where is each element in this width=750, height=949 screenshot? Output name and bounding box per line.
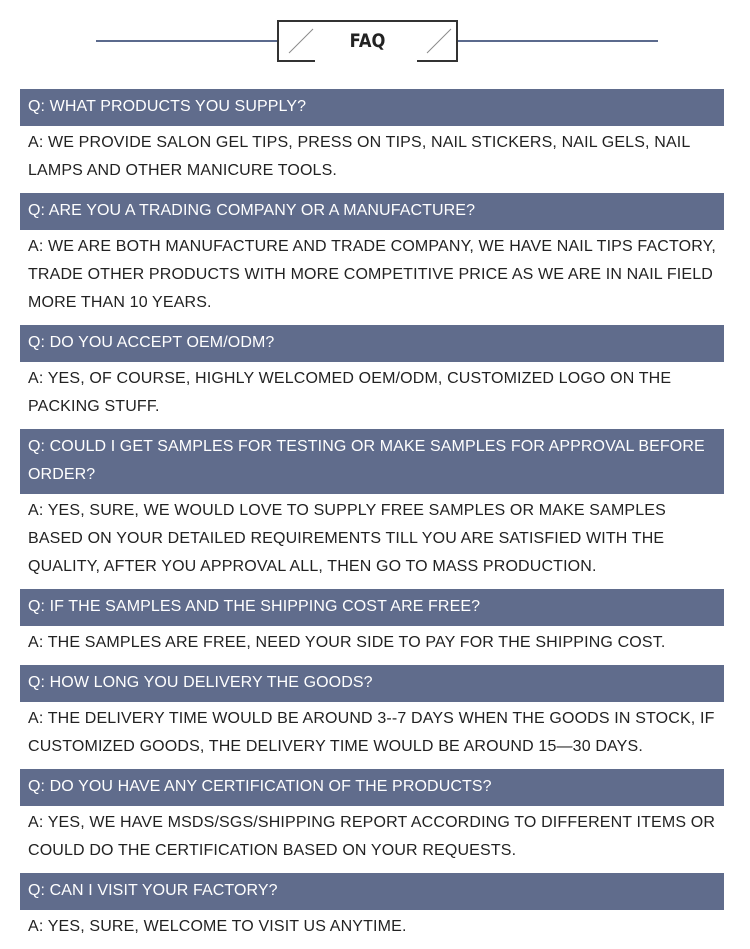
faq-answer: A: THE SAMPLES ARE FREE, NEED YOUR SIDE TO PAY FOR THE SHIPPING COST. <box>28 634 666 651</box>
faq-question: Q: ARE YOU A TRADING COMPANY OR A MANUFACTURE? <box>20 193 724 230</box>
faq-item <box>20 429 724 589</box>
faq-item <box>20 665 724 769</box>
page-title: FAQ <box>349 30 386 52</box>
faq-question: Q: DO YOU ACCEPT OEM/ODM? <box>20 325 724 362</box>
faq-list <box>20 89 724 949</box>
header-line-left <box>96 40 278 42</box>
faq-question: Q: COULD I GET SAMPLES FOR TESTING OR MAKE SAMPLES FOR APPROVAL BEFORE ORDER? <box>20 429 724 494</box>
faq-answer: A: WE ARE BOTH MANUFACTURE AND TRADE COMPANY, WE HAVE NAIL TIPS FACTORY, TRADE OTHER PRODUCTS WITH MORE COMPETITIVE PRICE AS WE ARE IN NAIL FIELD MORE THAN 10 YEARS. <box>28 238 716 311</box>
faq-item <box>20 89 724 193</box>
faq-question: Q: CAN I VISIT YOUR FACTORY? <box>20 873 724 910</box>
faq-question: Q: WHAT PRODUCTS YOU SUPPLY? <box>20 89 724 126</box>
header-line-right <box>458 40 658 42</box>
faq-question: Q: HOW LONG YOU DELIVERY THE GOODS? <box>20 665 724 702</box>
faq-answer: A: YES, SURE, WELCOME TO VISIT US ANYTIME. <box>28 918 407 935</box>
faq-item <box>20 193 724 325</box>
faq-question: Q: IF THE SAMPLES AND THE SHIPPING COST ARE FREE? <box>20 589 724 626</box>
faq-item <box>20 769 724 873</box>
faq-answer: A: YES, OF COURSE, HIGHLY WELCOMED OEM/ODM, CUSTOMIZED LOGO ON THE PACKING STUFF. <box>28 370 672 415</box>
faq-item <box>20 873 724 949</box>
faq-item <box>20 325 724 429</box>
faq-answer: A: WE PROVIDE SALON GEL TIPS, PRESS ON TIPS, NAIL STICKERS, NAIL GELS, NAIL LAMPS AND OTHER MANICURE TOOLS. <box>28 134 690 179</box>
faq-question: Q: DO YOU HAVE ANY CERTIFICATION OF THE PRODUCTS? <box>20 769 724 806</box>
faq-answer: A: THE DELIVERY TIME WOULD BE AROUND 3--7 DAYS WHEN THE GOODS IN STOCK, IF CUSTOMIZED GOODS, THE DELIVERY TIME WOULD BE AROUND 15—30 DAYS. <box>28 710 715 755</box>
faq-answer: A: YES, WE HAVE MSDS/SGS/SHIPPING REPORT ACCORDING TO DIFFERENT ITEMS OR COULD DO THE CERTIFICATION BASED ON YOUR REQUESTS. <box>28 814 716 859</box>
faq-title-frame <box>277 20 458 62</box>
faq-answer: A: YES, SURE, WE WOULD LOVE TO SUPPLY FREE SAMPLES OR MAKE SAMPLES BASED ON YOUR DETAILED REQUIREMENTS TILL YOU ARE SATISFIED WITH THE QUALITY, AFTER YOU APPROVAL ALL, THEN GO TO MASS PRODUCTION. <box>28 502 666 575</box>
faq-header <box>0 0 750 80</box>
faq-item <box>20 589 724 665</box>
